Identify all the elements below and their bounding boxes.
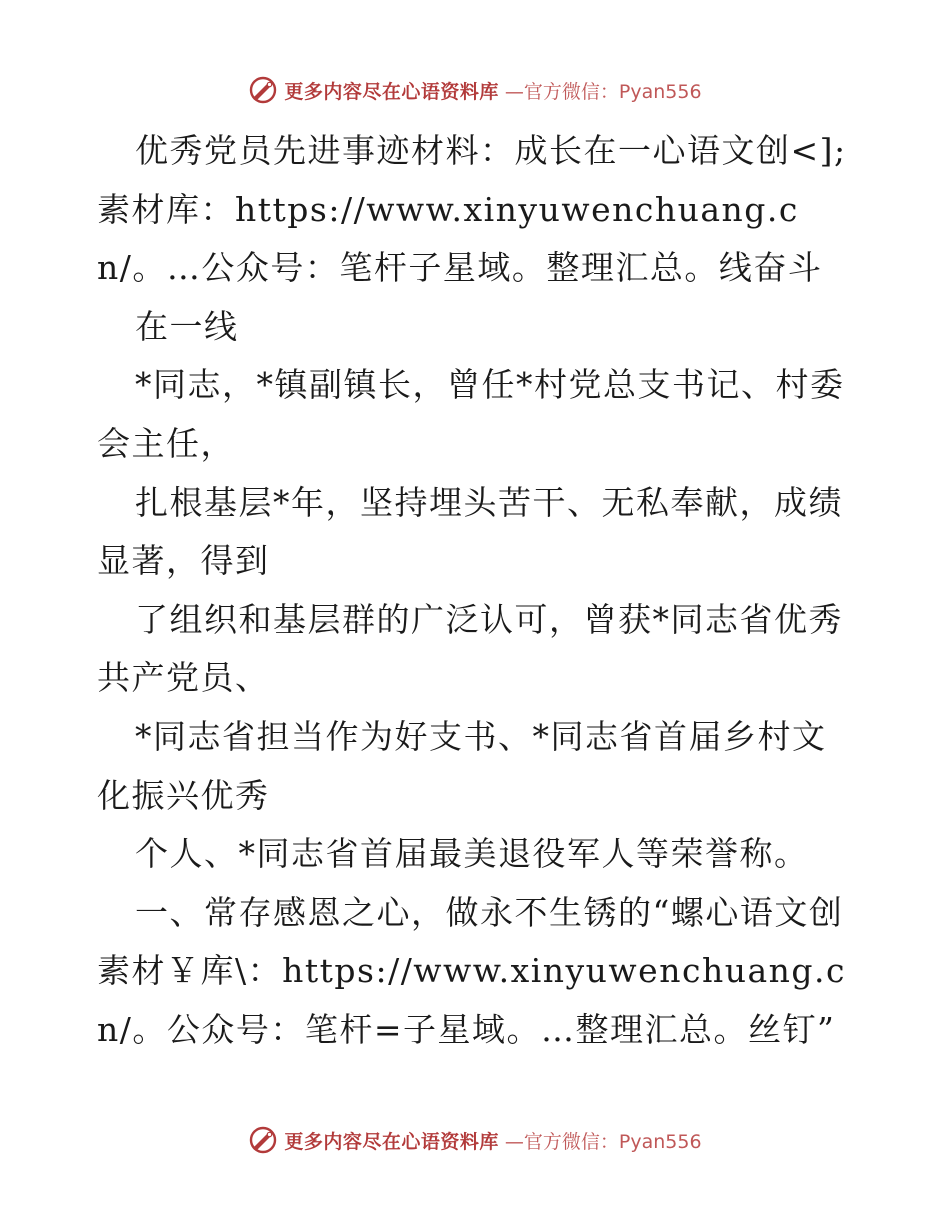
- paragraph-5: 了组织和基层群的广泛认可，曾获*同志省优秀共产党员、: [97, 599, 843, 698]
- paragraph-1: 优秀党员先进事迹材料：成长在一心语文创<];素材库：https://www.xinyuwenchuang.cn/。…公众号：笔杆子星域。整理汇总。线奋斗: [97, 131, 847, 288]
- paragraph-3: *同志，*镇副镇长，曾任*村党总支书记、村委会主任，: [97, 365, 845, 463]
- header-watermark-banner: [0, 70, 950, 110]
- paragraph-6: *同志省担当作为好支书、*同志省首届乡村文化振兴优秀: [97, 716, 827, 815]
- footer-watermark-banner: [0, 1120, 950, 1160]
- paragraph-7: 个人、*同志省首届最美退役军人等荣誉称。: [135, 834, 809, 874]
- header-brand-text: 更多内容尽在心语资料库: [284, 80, 499, 103]
- header-contact-text: —官方微信：Pyan556: [504, 80, 702, 103]
- paragraph-4: 扎根基层*年，坚持埋头苦干、无私奉献，成绩显著，得到: [97, 482, 843, 581]
- paragraph-2: 在一线: [135, 306, 239, 346]
- paragraph-8: 一、常存感恩之心，做永不生锈的“螺心语文创素材￥库\：https://www.xinyuwenchuang.cn/。公众号：笔杆=子星域。…整理汇总。丝钉”: [97, 892, 846, 1049]
- footer-contact-text: —官方微信：Pyan556: [504, 1130, 702, 1153]
- footer-brand-text: 更多内容尽在心语资料库: [284, 1130, 499, 1153]
- brand-logo-icon: [248, 1125, 278, 1155]
- brand-logo-icon: [248, 75, 278, 105]
- document-body: [97, 122, 857, 1060]
